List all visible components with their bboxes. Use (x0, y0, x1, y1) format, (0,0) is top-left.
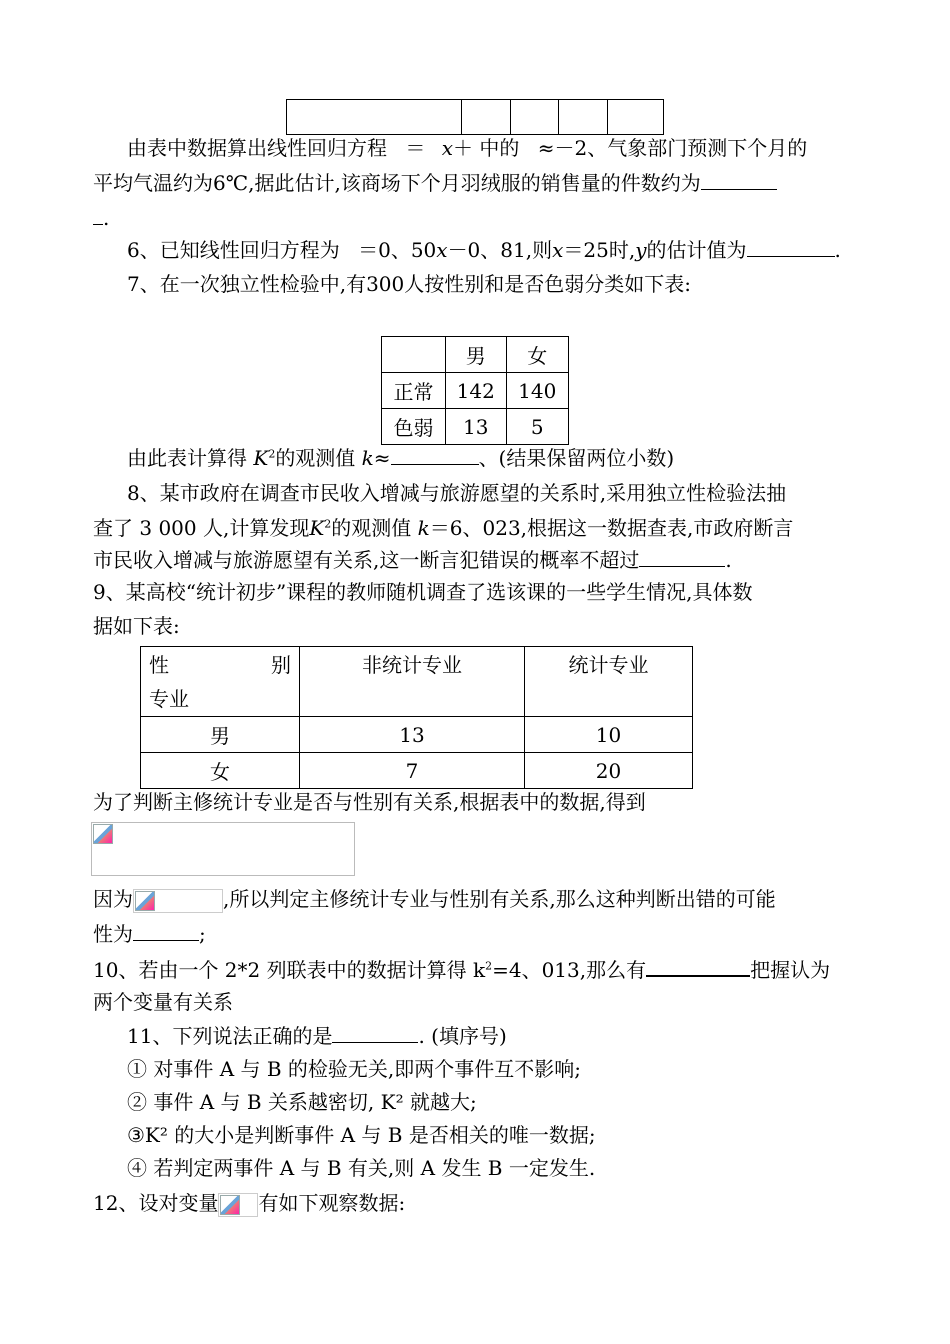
q8-end: . (725, 548, 732, 572)
q6-line (127, 236, 841, 264)
formula-image-frame (91, 822, 355, 876)
q10-line1 (93, 956, 830, 984)
table-9 (140, 646, 693, 789)
q6-x2: x (552, 238, 564, 262)
q6-x1: x (436, 238, 448, 262)
answer-blank[interactable] (93, 206, 103, 225)
table9-col-header: 统计专业 (525, 647, 693, 717)
broken-image-icon (220, 1195, 240, 1215)
q10-line2-text: 两个变量有关系 (93, 990, 233, 1014)
q8-line2-b: 的观测值 (331, 516, 412, 540)
top-table-cell (287, 100, 462, 135)
q5-text-c: ＋ 中的 (453, 136, 520, 160)
q11-line (127, 1022, 507, 1050)
q7b-k2: k (361, 446, 374, 470)
q12-text-a: 12、设对变量 (93, 1191, 219, 1215)
q8-line2 (93, 514, 793, 542)
table7-cell: 正常 (382, 373, 446, 409)
q8-line2-c: ＝6、023,根据这一数据查表,市政府断言 (429, 516, 794, 540)
q5-line2 (93, 169, 777, 197)
q6-end: . (834, 238, 841, 262)
answer-blank[interactable] (701, 171, 777, 190)
table9-cell: 10 (525, 717, 693, 753)
q6-text-c: －0、81,则 (447, 238, 553, 262)
q5-text-d: ≈－2、气象部门预测下个月的 (537, 136, 808, 160)
answer-blank[interactable] (391, 446, 479, 465)
table9-corner-top-right: 别 (271, 653, 291, 677)
answer-blank[interactable] (747, 238, 835, 257)
q8-k: K (309, 516, 325, 540)
q6-y: y (635, 238, 647, 262)
inline-formula-frame (133, 889, 223, 913)
table7-header (382, 337, 446, 373)
q5-line2-text: 平均气温约为6℃,据此估计,该商场下个月羽绒服的销售量的件数约为 (93, 171, 701, 195)
q9b-line3-a: 性为 (93, 922, 133, 946)
q5-line3 (93, 204, 109, 232)
q8-line1 (127, 479, 786, 507)
q9b-line1 (93, 788, 646, 816)
q11-text-a: 11、下列说法正确的是 (127, 1024, 333, 1048)
table9-corner (141, 647, 300, 717)
q10-text-b: =4、013,那么有 (492, 958, 647, 982)
table7-cell: 142 (446, 373, 507, 409)
q11-item-4: ④ 若判定两事件 A 与 B 有关,则 A 发生 B 一定发生. (127, 1156, 596, 1180)
table9-cell: 13 (300, 717, 525, 753)
q10-sup: 2 (485, 959, 493, 973)
q9b-end: ; (199, 922, 206, 946)
table9-col-header: 非统计专业 (300, 647, 525, 717)
q9b-line2 (93, 885, 776, 913)
q11-text-b: . (填序号) (418, 1024, 507, 1048)
q7b-sup: 2 (268, 447, 276, 461)
table7-cell: 13 (446, 409, 507, 445)
q9-line1 (93, 578, 753, 606)
q5-x: x (441, 136, 453, 160)
q5-text-a: 由表中数据算出线性回归方程 (127, 136, 387, 160)
q10-line2 (93, 988, 233, 1016)
table7-cell: 140 (506, 373, 568, 409)
q10-text-c: 把握认为 (750, 958, 831, 982)
answer-blank[interactable] (646, 957, 750, 977)
q11-item-1: ① 对事件 A 与 B 的检验无关,即两个事件互不影响; (127, 1057, 582, 1081)
top-table-cell (462, 100, 510, 135)
q6-text-d: ＝25时, (563, 238, 636, 262)
table9-corner-bottom: 专业 (149, 687, 189, 711)
q7-line (127, 270, 691, 298)
answer-blank[interactable] (332, 1024, 418, 1043)
q7b-line (127, 444, 674, 472)
q5-end: . (103, 206, 110, 230)
q9-line1-text: 9、某高校“统计初步”课程的教师随机调查了选该课的一些学生情况,具体数 (93, 580, 753, 604)
table7-cell: 色弱 (382, 409, 446, 445)
q9b-line2-b: ,所以判定主修统计专业与性别有关系,那么这种判断出错的可能 (223, 887, 776, 911)
table9-cell: 女 (141, 753, 300, 789)
q7b-text-d: 、(结果保留两位小数) (478, 446, 675, 470)
q7b-k: K (253, 446, 269, 470)
q8-line2-a: 查了 3 000 人,计算发现 (93, 516, 310, 540)
table7-header: 女 (506, 337, 568, 373)
answer-blank[interactable] (639, 548, 725, 567)
table9-cell: 男 (141, 717, 300, 753)
table9-cell: 7 (300, 753, 525, 789)
q9-line2-text: 据如下表: (93, 614, 180, 638)
top-table-cell (559, 100, 607, 135)
table9-corner-top-left: 性 (149, 653, 169, 677)
table-7 (381, 336, 569, 445)
q7b-approx: ≈ (373, 446, 391, 470)
q9-line2 (93, 612, 180, 640)
broken-image-icon (93, 824, 113, 844)
q12-text-b: 有如下观察数据: (258, 1191, 406, 1215)
q5-line1 (127, 134, 807, 162)
q7b-text-b: 的观测值 (275, 446, 356, 470)
table7-cell: 5 (506, 409, 568, 445)
q8-k2: k (417, 516, 430, 540)
q8-line3-text: 市民收入增减与旅游愿望有关系,这一断言犯错误的概率不超过 (93, 548, 640, 572)
top-table (286, 99, 664, 135)
q12-line (93, 1189, 405, 1217)
q5-equals: ＝ (405, 136, 426, 160)
q6-text-e: 的估计值为 (646, 238, 747, 262)
q6-text-b: ＝0、50 (358, 238, 437, 262)
q9b-line3 (93, 920, 206, 948)
table7-header: 男 (446, 337, 507, 373)
q9b-line1-text: 为了判断主修统计专业是否与性别有关系,根据表中的数据,得到 (93, 790, 646, 814)
answer-blank[interactable] (133, 922, 199, 941)
q10-text-a: 10、若由一个 2*2 列联表中的数据计算得 k (93, 958, 486, 982)
q8-line1-text: 8、某市政府在调查市民收入增减与旅游愿望的关系时,采用独立性检验法抽 (127, 481, 787, 505)
q6-text-a: 6、已知线性回归方程为 (127, 238, 340, 262)
q8-sup: 2 (324, 517, 332, 531)
inline-formula-frame (218, 1193, 258, 1217)
top-table-cell (510, 100, 558, 135)
q9b-line2-a: 因为 (93, 887, 133, 911)
q8-line3 (93, 546, 732, 574)
table9-cell: 20 (525, 753, 693, 789)
top-table-cell (607, 100, 663, 135)
q11-item-3: ③K² 的大小是判断事件 A 与 B 是否相关的唯一数据; (127, 1123, 596, 1147)
q11-item-2: ② 事件 A 与 B 关系越密切, K² 就越大; (127, 1090, 477, 1114)
q7b-text-a: 由此表计算得 (127, 446, 247, 470)
broken-image-icon (135, 891, 155, 911)
q7-text: 7、在一次独立性检验中,有300人按性别和是否色弱分类如下表: (127, 272, 691, 296)
